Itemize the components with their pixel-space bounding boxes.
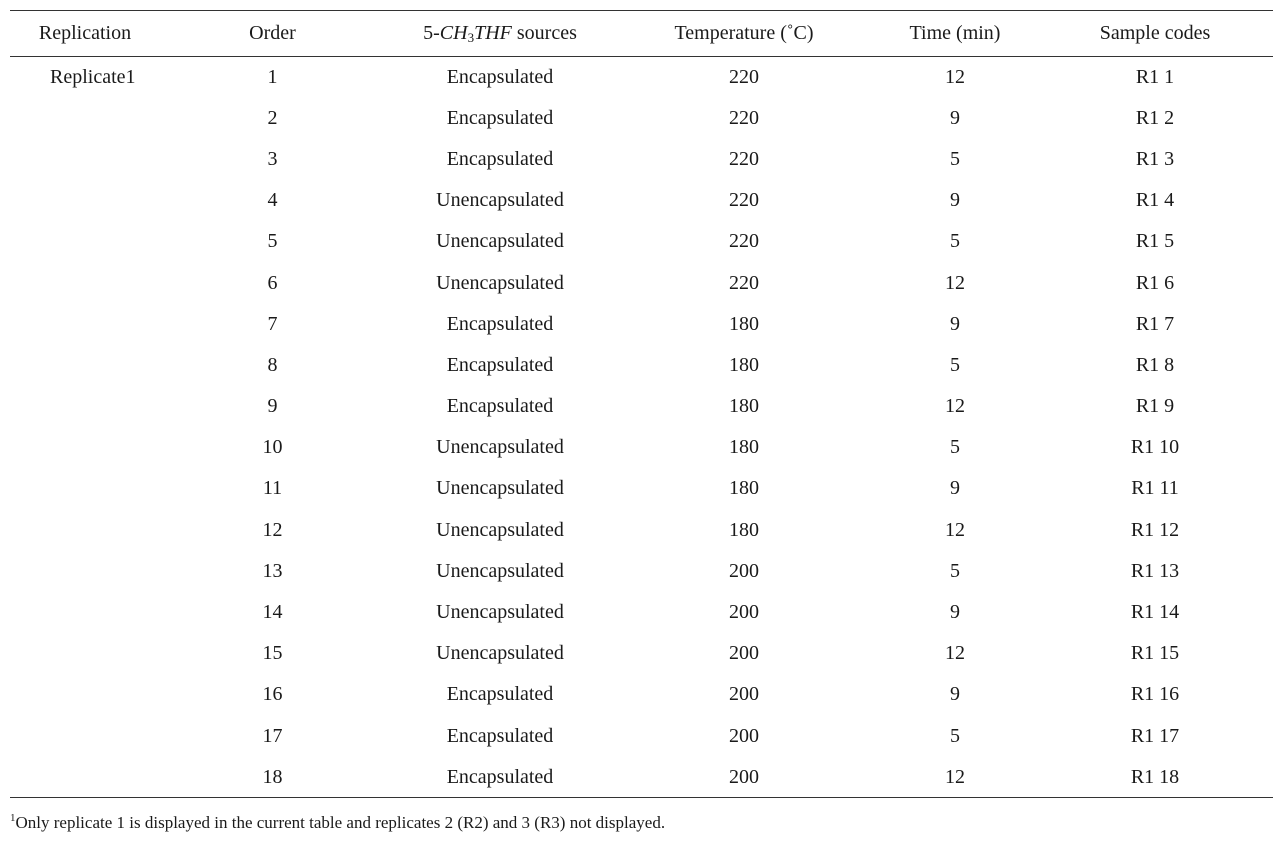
table-footnote xyxy=(10,812,665,833)
cell-replication: Replicate1 xyxy=(50,65,136,88)
table-row xyxy=(10,633,1273,674)
cell-temperature: 220 xyxy=(729,230,759,253)
cell-order: 14 xyxy=(262,601,283,624)
cell-replication xyxy=(10,98,160,139)
cell-time: 5 xyxy=(950,724,960,747)
cell-source: Unencapsulated xyxy=(436,559,564,582)
data-table xyxy=(10,10,1273,798)
cell-time: 12 xyxy=(945,518,965,541)
cell-temperature: 180 xyxy=(729,436,759,459)
footnote-marker: 1 xyxy=(10,812,16,824)
cell-sample-code: R1 3 xyxy=(1135,147,1175,170)
cell-temperature: 220 xyxy=(729,271,759,294)
header-sources-suffix: sources xyxy=(511,21,577,44)
table-row xyxy=(10,592,1273,633)
header-row xyxy=(10,11,1273,57)
cell-replication xyxy=(10,221,160,262)
cell-source: Encapsulated xyxy=(446,683,554,706)
cell-replication xyxy=(10,757,160,798)
cell-time: 9 xyxy=(950,312,960,335)
cell-temperature: 180 xyxy=(729,395,759,418)
cell-time: 9 xyxy=(950,601,960,624)
cell-sample-code: R1 11 xyxy=(1131,477,1179,500)
cell-order: 18 xyxy=(160,757,385,798)
cell-sample-code: R1 10 xyxy=(1130,436,1180,459)
header-sources-prefix: 5- xyxy=(423,21,440,44)
cell-sample-code: R1 6 xyxy=(1135,271,1175,294)
cell-order: 2 xyxy=(267,106,278,129)
cell-order: 17 xyxy=(262,724,283,747)
cell-sample-code: R1 2 xyxy=(1135,106,1175,129)
cell-order: 1 xyxy=(267,65,278,88)
cell-order: 13 xyxy=(262,559,283,582)
table-row xyxy=(10,57,1273,98)
table-row xyxy=(10,757,1273,798)
cell-order: 16 xyxy=(262,683,283,706)
table-row xyxy=(10,716,1273,757)
cell-time: 12 xyxy=(945,271,965,294)
cell-time: 9 xyxy=(950,477,960,500)
cell-source: Unencapsulated xyxy=(436,601,564,624)
cell-sample-code: R1 17 xyxy=(1130,724,1180,747)
cell-source: Unencapsulated xyxy=(436,230,564,253)
table-row xyxy=(10,180,1273,221)
cell-replication xyxy=(10,386,160,427)
table-row xyxy=(10,674,1273,715)
table-row xyxy=(10,468,1273,509)
cell-source: Encapsulated xyxy=(446,395,554,418)
cell-order: 11 xyxy=(262,477,283,500)
cell-temperature: 220 xyxy=(729,65,759,88)
cell-temperature: 180 xyxy=(729,312,759,335)
cell-replication xyxy=(10,139,160,180)
cell-sample-code: R1 15 xyxy=(1130,642,1180,665)
cell-order: 7 xyxy=(267,312,278,335)
header-temperature: Temperature (˚C) xyxy=(615,11,873,57)
cell-source: Encapsulated xyxy=(446,106,554,129)
cell-source: Unencapsulated xyxy=(436,189,564,212)
cell-order: 4 xyxy=(267,189,278,212)
table-row xyxy=(10,98,1273,139)
cell-source: Unencapsulated xyxy=(436,436,564,459)
cell-temperature: 220 xyxy=(729,189,759,212)
table-row xyxy=(10,386,1273,427)
cell-replication xyxy=(10,468,160,509)
cell-source: Unencapsulated xyxy=(436,271,564,294)
cell-replication xyxy=(10,345,160,386)
cell-time: 12 xyxy=(873,757,1037,798)
cell-replication xyxy=(10,262,160,303)
cell-sample-code: R1 13 xyxy=(1130,559,1180,582)
cell-sample-code: R1 1 xyxy=(1135,65,1175,88)
cell-order: 3 xyxy=(267,147,278,170)
cell-temperature: 180 xyxy=(729,477,759,500)
cell-sample-code: R1 5 xyxy=(1135,230,1175,253)
cell-temperature: 200 xyxy=(729,724,759,747)
cell-replication xyxy=(10,674,160,715)
cell-source: Encapsulated xyxy=(446,724,554,747)
cell-sample-code: R1 16 xyxy=(1130,683,1180,706)
cell-replication xyxy=(10,551,160,592)
cell-replication xyxy=(10,304,160,345)
cell-order: 10 xyxy=(262,436,283,459)
cell-time: 9 xyxy=(950,106,960,129)
cell-time: 9 xyxy=(950,189,960,212)
cell-time: 5 xyxy=(950,436,960,459)
cell-time: 5 xyxy=(950,147,960,170)
cell-order: 12 xyxy=(262,518,283,541)
cell-replication xyxy=(10,716,160,757)
cell-source: Encapsulated xyxy=(446,147,554,170)
table-row xyxy=(10,510,1273,551)
cell-sample-code: R1 18 xyxy=(1037,757,1273,798)
cell-sample-code: R1 8 xyxy=(1135,353,1175,376)
cell-sample-code: R1 12 xyxy=(1130,518,1180,541)
cell-temperature: 200 xyxy=(729,683,759,706)
cell-temperature: 220 xyxy=(729,106,759,129)
header-sources-thf: THF xyxy=(474,21,512,44)
table-body xyxy=(10,57,1273,798)
header-sources-ch: CH xyxy=(439,21,468,44)
cell-order: 5 xyxy=(267,230,278,253)
cell-time: 5 xyxy=(950,230,960,253)
cell-source: Unencapsulated xyxy=(436,642,564,665)
cell-temperature: 200 xyxy=(615,757,873,798)
footnote-text: Only replicate 1 is displayed in the current table and replicates 2 (R2) and 3 (R3) not displayed. xyxy=(15,813,666,832)
cell-temperature: 200 xyxy=(729,601,759,624)
cell-time: 9 xyxy=(950,683,960,706)
table-row xyxy=(10,551,1273,592)
cell-replication xyxy=(10,510,160,551)
cell-sample-code: R1 14 xyxy=(1130,601,1180,624)
header-replication: Replication xyxy=(10,11,160,57)
cell-replication xyxy=(10,180,160,221)
table-row xyxy=(10,427,1273,468)
cell-temperature: 200 xyxy=(729,642,759,665)
table-row xyxy=(10,345,1273,386)
table-header xyxy=(10,11,1273,57)
cell-order: 15 xyxy=(262,642,283,665)
cell-sample-code: R1 9 xyxy=(1135,395,1175,418)
cell-time: 5 xyxy=(950,353,960,376)
table-row xyxy=(10,304,1273,345)
cell-temperature: 200 xyxy=(729,559,759,582)
header-sources-sub: 3 xyxy=(467,29,475,45)
cell-replication xyxy=(10,427,160,468)
cell-time: 12 xyxy=(945,65,965,88)
cell-temperature: 220 xyxy=(729,147,759,170)
cell-source: Encapsulated xyxy=(385,757,615,798)
header-time: Time (min) xyxy=(873,11,1037,57)
cell-temperature: 180 xyxy=(729,353,759,376)
cell-source: Encapsulated xyxy=(446,353,554,376)
cell-order: 6 xyxy=(267,271,278,294)
table-row xyxy=(10,221,1273,262)
header-sources xyxy=(385,11,615,57)
cell-time: 12 xyxy=(945,642,965,665)
cell-source: Encapsulated xyxy=(446,65,554,88)
cell-replication xyxy=(10,592,160,633)
cell-source: Encapsulated xyxy=(446,312,554,335)
cell-source: Unencapsulated xyxy=(436,477,564,500)
cell-time: 5 xyxy=(950,559,960,582)
table-row xyxy=(10,139,1273,180)
header-sample-codes: Sample codes xyxy=(1037,11,1273,57)
cell-source: Unencapsulated xyxy=(436,518,564,541)
cell-time: 12 xyxy=(945,395,965,418)
cell-order: 9 xyxy=(267,395,278,418)
cell-order: 8 xyxy=(267,353,278,376)
cell-sample-code: R1 4 xyxy=(1135,189,1175,212)
cell-temperature: 180 xyxy=(729,518,759,541)
cell-replication xyxy=(10,633,160,674)
header-order: Order xyxy=(160,11,385,57)
cell-sample-code: R1 7 xyxy=(1135,312,1175,335)
table-row xyxy=(10,262,1273,303)
